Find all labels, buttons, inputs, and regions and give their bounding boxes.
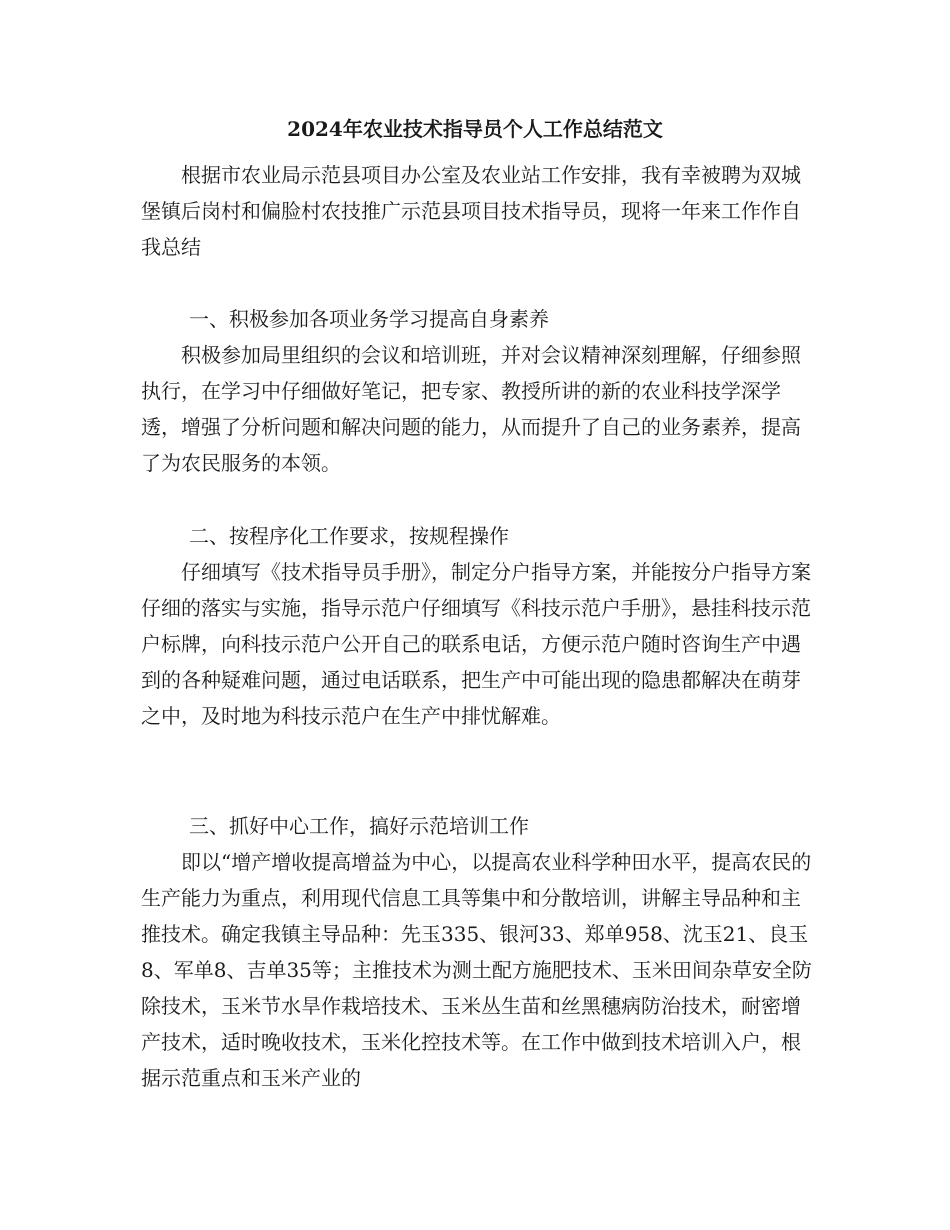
section-3-body: 即以“增产增收提高增益为中心，以提高农业科学种田水平，提高农民的生产能力为重点，利用现代信息工具等集中和分散培训，讲解主导品种和主推技术。确定我镇主导品种：先玉335、银河33、郑单958、沈玉21、良玉8、军单8、吉单35等；主推技术为测土配方施肥技术、玉米田间杂草安全防除技术，玉米节水旱作栽培技术、玉米丛生苗和丝黑穗病防治技术，耐密增产技术，适时晚收技术，玉米化控技术等。在工作中做到技术培训入户，根据示范重点和玉米产业的	[141, 850, 812, 1090]
section-1-heading: 一、积极参加各项业务学习提高自身素养	[189, 307, 549, 331]
intro-paragraph: 根据市农业局示范县项目办公室及农业站工作安排，我有幸被聘为双城堡镇后岗村和偏脸村农技推广示范县项目技术指导员，现将一年来工作作自我总结	[141, 163, 801, 259]
section-2-body: 仔细填写《技术指导员手册》，制定分户指导方案，并能按分户指导方案仔细的落实与实施，指导示范户仔细填写《科技示范户手册》，悬挂科技示范户标牌，向科技示范户公开自己的联系电话，方便示范户随时咨询生产中遇到的各种疑难问题，通过电话联系，把生产中可能出现的隐患都解决在萌芽之中，及时地为科技示范户在生产中排忧解难。	[141, 560, 811, 728]
section-2-heading: 二、按程序化工作要求，按规程操作	[189, 524, 509, 548]
document-title: 2024年农业技术指导员个人工作总结范文	[287, 117, 663, 141]
section-1-body: 积极参加局里组织的会议和培训班，并对会议精神深刻理解，仔细参照执行，在学习中仔细做好笔记，把专家、教授所讲的新的农业科技学深学透，增强了分析问题和解决问题的能力，从而提升了自己的业务素养，提高了为农民服务的本领。	[141, 343, 801, 475]
section-3-heading: 三、抓好中心工作，搞好示范培训工作	[189, 814, 529, 838]
